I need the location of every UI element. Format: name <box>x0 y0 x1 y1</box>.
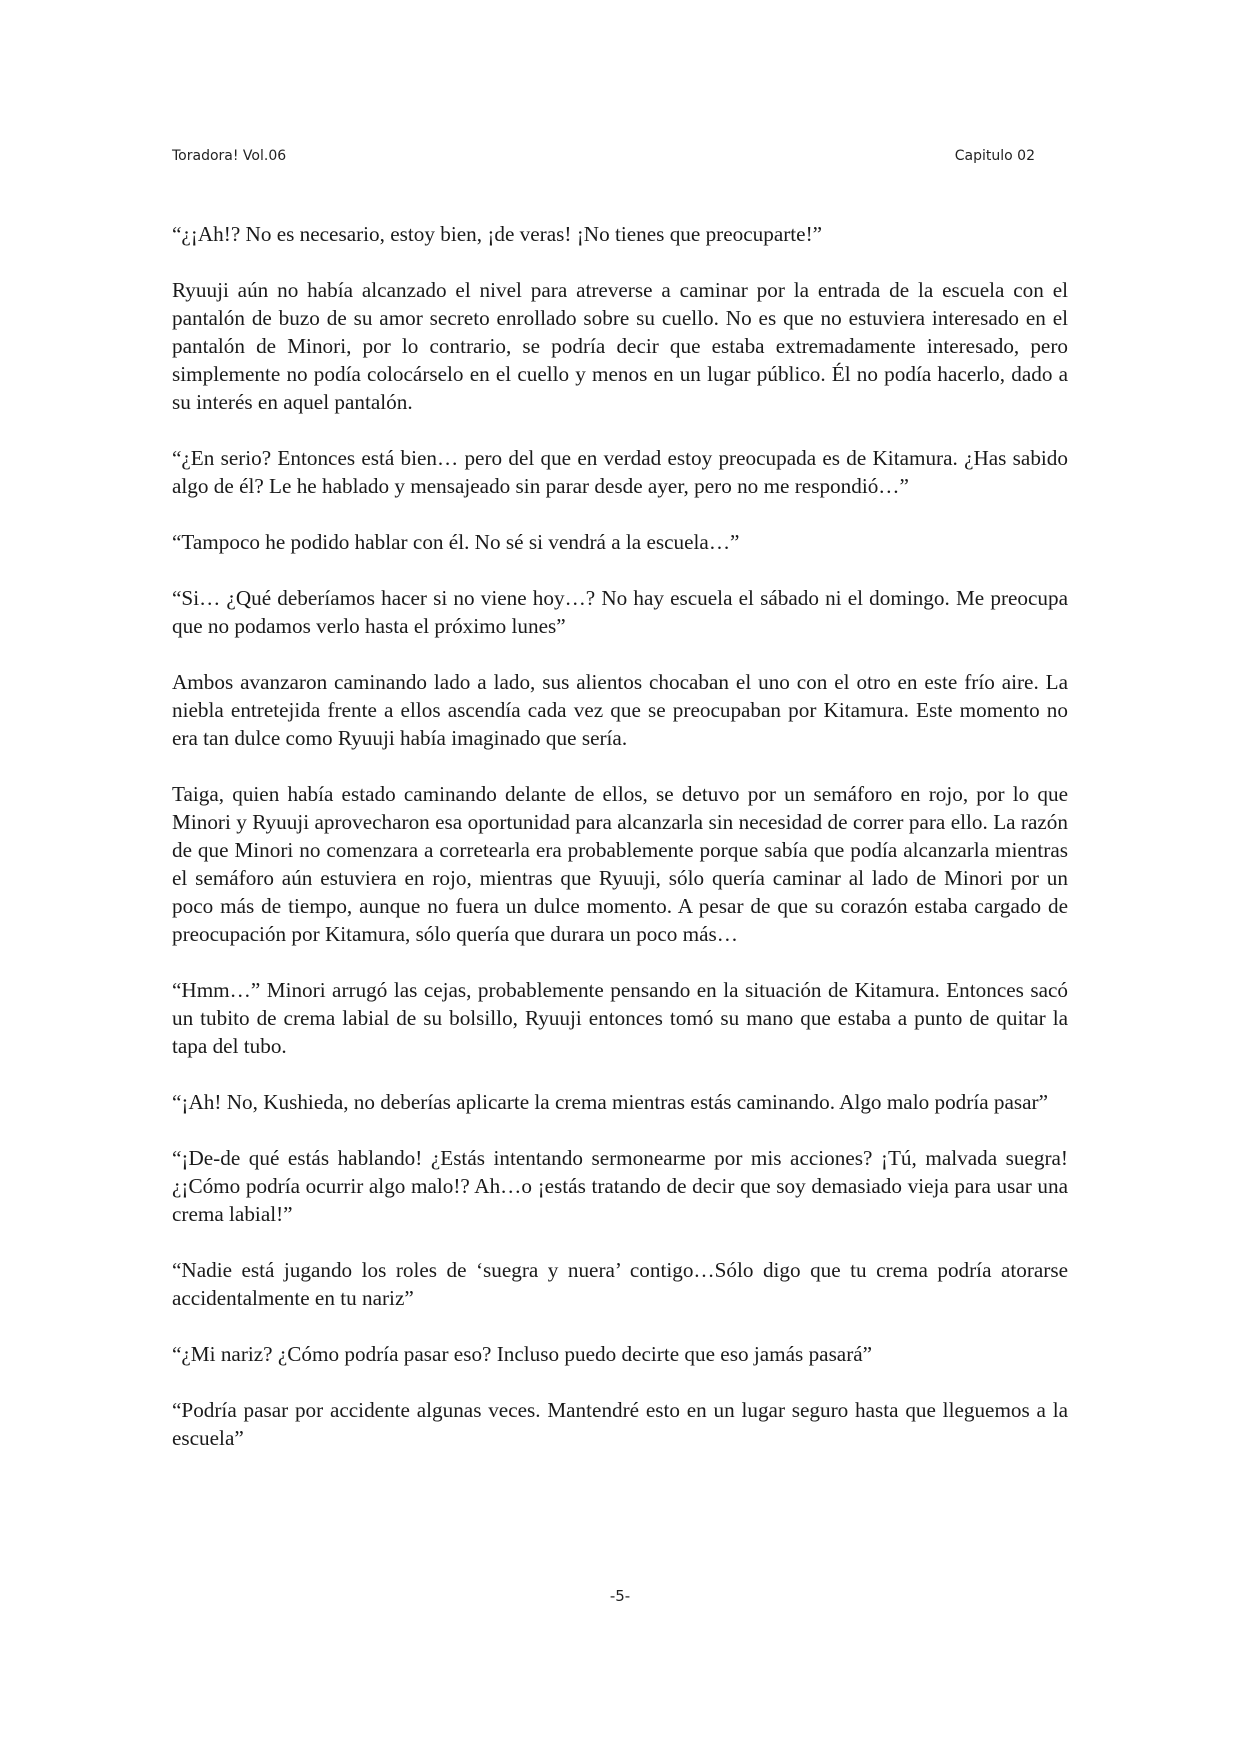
paragraph: “¡Ah! No, Kushieda, no deberías aplicarte la crema mientras estás caminando. Algo malo podría pasar” <box>172 1090 1049 1114</box>
page-number: -5- <box>609 1587 631 1605</box>
paragraph: Ryuuji aún no había alcanzado el nivel para atreverse a caminar por la entrada de la escuela con el pantalón de buzo de su amor secreto enrollado sobre su cuello. No es que no estuviera interesado en el pantalón de Minori, por lo contrario, se podría decir que estaba extremadamente interesado, pero simplemente no podía colocárselo en el cuello y menos en un lugar público. Él no podía hacerlo, dado a su interés en aquel pantalón. <box>172 278 1068 414</box>
book-title: Toradora! Vol.06 <box>172 148 287 164</box>
paragraph: “Hmm…” Minori arrugó las cejas, probablemente pensando en la situación de Kitamura. Entonces sacó un tubito de crema labial de su bolsillo, Ryuuji entonces tomó su mano que estaba a punto de quitar la tapa del tubo. <box>172 978 1068 1058</box>
paragraph: Taiga, quien había estado caminando delante de ellos, se detuvo por un semáforo en rojo, por lo que Minori y Ryuuji aprovecharon esa oportunidad para alcanzarla sin necesidad de correr para ello. La razón de que Minori no comenzara a corretearla era probablemente porque sabía que podía alcanzarla mientras el semáforo aún estuviera en rojo, mientras que Ryuuji, sólo quería caminar al lado de Minori por un poco más de tiempo, aunque no fuera un dulce momento. A pesar de que su corazón estaba cargado de preocupación por Kitamura, sólo quería que durara un poco más… <box>172 782 1068 946</box>
paragraph: “Si… ¿Qué deberíamos hacer si no viene hoy…? No hay escuela el sábado ni el domingo. Me preocupa que no podamos verlo hasta el próximo lunes” <box>172 586 1068 638</box>
chapter-title: Capitulo 02 <box>954 148 1035 164</box>
paragraph: “Nadie está jugando los roles de ‘suegra y nuera’ contigo…Sólo digo que tu crema podría atorarse accidentalmente en tu nariz” <box>172 1258 1068 1310</box>
paragraph: “Podría pasar por accidente algunas veces. Mantendré esto en un lugar seguro hasta que lleguemos a la escuela” <box>172 1398 1068 1450</box>
page-body <box>172 220 1068 1480</box>
paragraph: “¿¡Ah!? No es necesario, estoy bien, ¡de veras! ¡No tienes que preocuparte!” <box>172 222 823 246</box>
paragraph: “¡De-de qué estás hablando! ¿Estás intentando sermonearme por mis acciones? ¡Tú, malvada suegra! ¿¡Cómo podría ocurrir algo malo!? Ah…o ¡estás tratando de decir que soy demasiado vieja para usar una crema labial!” <box>172 1146 1068 1226</box>
paragraph: “¿En serio? Entonces está bien… pero del que en verdad estoy preocupada es de Kitamura. ¿Has sabido algo de él? Le he hablado y mensajeado sin parar desde ayer, pero no me respondió…” <box>172 446 1068 498</box>
paragraph: “¿Mi nariz? ¿Cómo podría pasar eso? Incluso puedo decirte que eso jamás pasará” <box>172 1342 873 1366</box>
paragraph: Ambos avanzaron caminando lado a lado, sus alientos chocaban el uno con el otro en este frío aire. La niebla entretejida frente a ellos ascendía cada vez que se preocupaban por Kitamura. Este momento no era tan dulce como Ryuuji había imaginado que sería. <box>172 670 1068 750</box>
paragraph: “Tampoco he podido hablar con él. No sé si vendrá a la escuela…” <box>172 530 740 554</box>
